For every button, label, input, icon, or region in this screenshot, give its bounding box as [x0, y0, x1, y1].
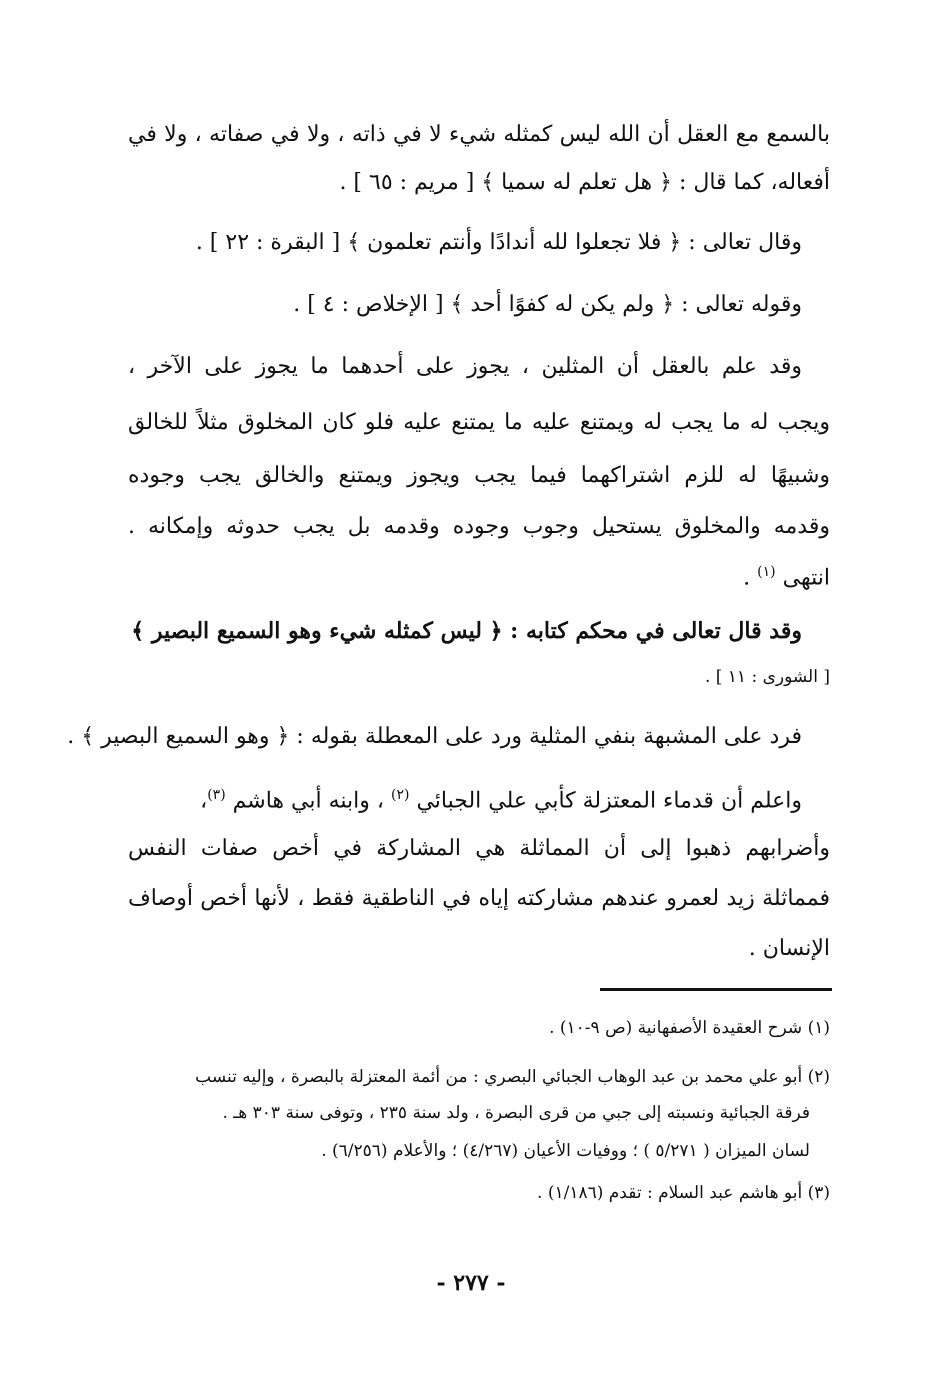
body-line-9: انتهى $^{(١)}$ . — [743, 564, 830, 591]
body-line-15: فمماثلة زيد لعمرو عندهم مشاركته إياه في الناطقية فقط ، لأنها أخص أوصاف — [128, 886, 830, 911]
footnote-separator — [600, 988, 832, 991]
jubbai-text: واعلم أن قدماء المعتزلة كأبي علي الجبائي — [416, 788, 802, 814]
footnote-2: (٢) أبو علي محمد بن عبد الوهاب الجبائي البصري : من أئمة المعتزلة بالبصرة ، وإليه تنسب — [195, 1067, 830, 1087]
quran-quote-baqarah: وقال تعالى : ﴿ فلا تجعلوا لله أندادًا وأنتم تعلمون ﴾ [ البقرة : ٢٢ ] . — [195, 230, 802, 255]
body-line-2: أفعاله، كما قال : ﴿ هل تعلم له سميا ﴾ [ مريم : ٦٥ ] . — [339, 170, 830, 195]
footnote-3: (٣) أبو هاشم عبد السلام : تقدم (١/١٨٦) . — [537, 1183, 830, 1203]
body-line-7: وشبيهًا له للزم اشتراكهما فيما يجب ويجوز ويمتنع والخالق يجب وجوده — [128, 463, 830, 488]
footnote-ref-2: (٢) — [390, 787, 410, 803]
body-line-13: واعلم أن قدماء المعتزلة كأبي علي الجبائي $^{(٢)}$ ، وابنه أبي هاشم $^{(٣)}$، — [200, 787, 802, 814]
surah-reference-shura: [ الشورى : ١١ ] . — [704, 667, 830, 687]
body-line-5: وقد علم بالعقل أن المثلين ، يجوز على أحدهما ما يجوز على الآخر ، — [128, 354, 802, 379]
body-line-14: وأضرابهم ذهبوا إلى أن المماثلة هي المشاركة في أخص صفات النفس — [128, 836, 830, 861]
footnote-ref-3: (٣) — [207, 787, 226, 803]
body-line-8: وقدمه والمخلوق يستحيل وجوب وجوده وقدمه بل يجب حدوثه وإمكانه . — [128, 514, 830, 539]
body-line-12: فرد على المشبهة بنفي المثلية ورد على المعطلة بقوله : ﴿ وهو السميع البصير ﴾ . — [67, 724, 802, 749]
body-line-6: ويجب له ما يجب له ويمتنع عليه ما يمتنع عليه فلو كان المخلوق مثلاً للخالق — [128, 410, 830, 435]
intaha-text: انتهى — [782, 565, 830, 591]
quran-quote-ikhlas: وقوله تعالى : ﴿ ولم يكن له كفوًا أحد ﴾ [ الإخلاص : ٤ ] . — [293, 292, 802, 317]
page-number: - ٢٧٧ - — [436, 1270, 506, 1296]
footnote-1: (١) شرح العقيدة الأصفهانية (ص ٩-١٠) . — [549, 1018, 830, 1038]
quran-quote-shura: وقد قال تعالى في محكم كتابه : ﴿ ليس كمثله شيء وهو السميع البصير ﴾ — [131, 618, 802, 644]
footnote-2-sources: لسان الميزان ( ٥/٢٧١ ) ؛ ووفيات الأعيان (٤/٢٦٧) ؛ والأعلام (٦/٢٥٦) . — [321, 1141, 810, 1161]
footnote-2-continued: فرقة الجبائية ونسبته إلى جبي من قرى البصرة ، ولد سنة ٢٣٥ ، وتوفى سنة ٣٠٣ هـ . — [222, 1103, 810, 1123]
abu-hashim-text: ، وابنه أبي هاشم — [232, 788, 384, 814]
body-line-16: الإنسان . — [748, 936, 830, 961]
body-line-1: بالسمع مع العقل أن الله ليس كمثله شيء لا في ذاته ، ولا في صفاته ، ولا في — [128, 122, 830, 147]
footnote-ref-1: (١) — [757, 564, 776, 580]
